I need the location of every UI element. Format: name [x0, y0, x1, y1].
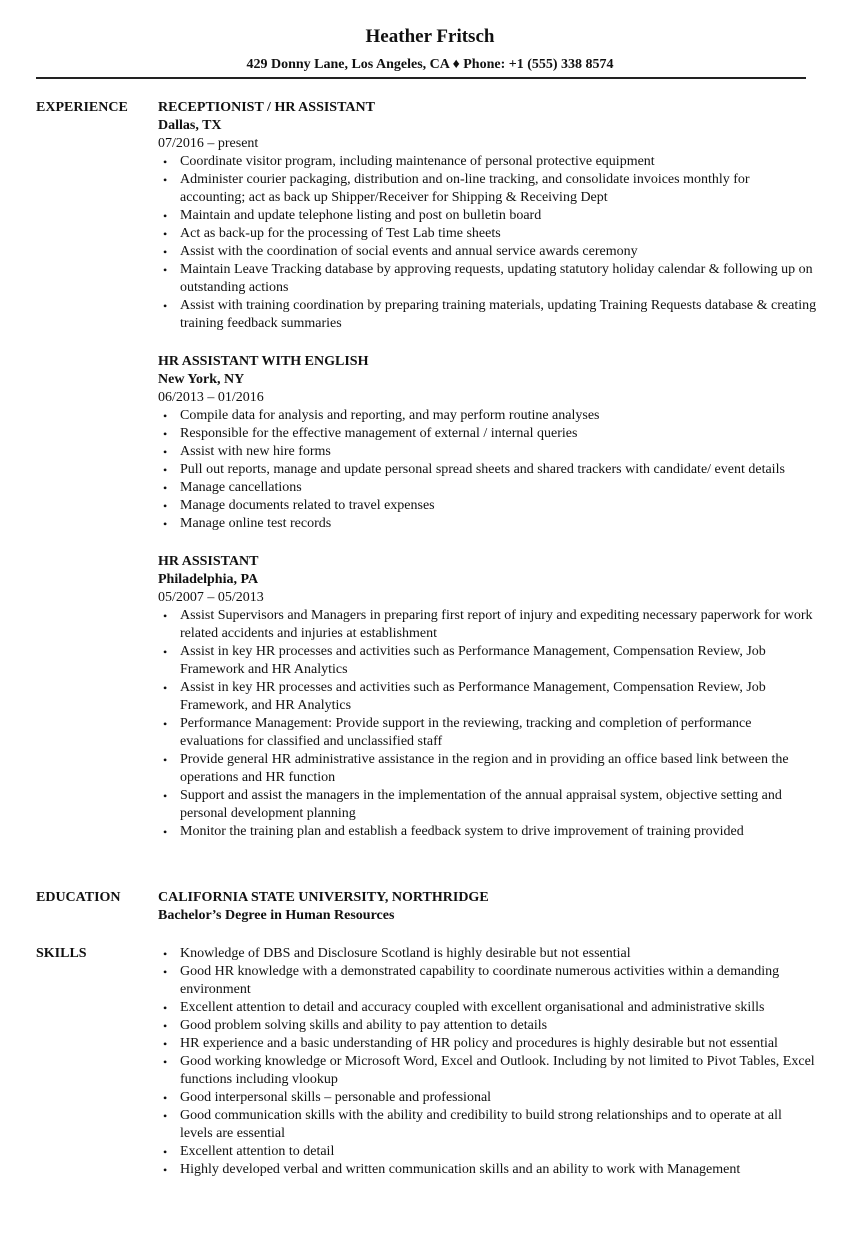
- bullet-icon: •: [163, 1019, 168, 1033]
- bullet-text: Assist in key HR processes and activities such as Performance Management, Compensation Review, Job Framework and HR Analytics: [180, 644, 766, 677]
- skill-text: Excellent attention to detail: [180, 1144, 335, 1159]
- bullet-item: [158, 261, 818, 297]
- skill-text: Good working knowledge or Microsoft Word, Excel and Outlook. Including by not limited to Pivot Tables, Excel functions including vlookup: [180, 1054, 815, 1087]
- bullet-text: Coordinate visitor program, including maintenance of personal protective equipment: [180, 154, 655, 169]
- bullet-item: [158, 479, 818, 497]
- job-location: New York, NY: [158, 372, 245, 387]
- bullet-icon: •: [163, 409, 168, 423]
- section-label-skills: SKILLS: [36, 946, 87, 961]
- bullet-item: [158, 407, 818, 425]
- skill-text: HR experience and a basic understanding of HR policy and procedures is highly desirable but not essential: [180, 1036, 778, 1051]
- bullet-item: [158, 171, 818, 207]
- bullet-text: Maintain Leave Tracking database by approving requests, updating statutory holiday calendar & following up on outstanding actions: [180, 262, 813, 295]
- bullet-icon: •: [163, 717, 168, 731]
- bullet-icon: •: [163, 463, 168, 477]
- bullet-item: [158, 643, 818, 679]
- bullet-icon: •: [163, 965, 168, 979]
- job-location: Dallas, TX: [158, 118, 222, 133]
- skill-text: Good interpersonal skills – personable and professional: [180, 1090, 492, 1105]
- bullet-text: Monitor the training plan and establish a feedback system to drive improvement of training provided: [180, 824, 744, 839]
- job-dates: 06/2013 – 01/2016: [158, 390, 264, 405]
- skills-list: [158, 945, 818, 1179]
- skill-text: Good problem solving skills and ability to pay attention to details: [180, 1018, 548, 1033]
- bullet-icon: •: [163, 1091, 168, 1105]
- bullet-icon: •: [163, 1109, 168, 1123]
- bullet-text: Assist with new hire forms: [180, 444, 331, 459]
- bullet-icon: •: [163, 299, 168, 313]
- job-bullets: [158, 407, 818, 533]
- bullet-item: [158, 425, 818, 443]
- bullet-text: Responsible for the effective management of external / internal queries: [180, 426, 578, 441]
- bullet-item: [158, 515, 818, 533]
- skill-item: [158, 1035, 818, 1053]
- bullet-icon: •: [163, 1145, 168, 1159]
- bullet-item: [158, 715, 818, 751]
- bullet-icon: •: [163, 245, 168, 259]
- education-school: CALIFORNIA STATE UNIVERSITY, NORTHRIDGE: [158, 890, 489, 905]
- bullet-item: [158, 297, 818, 333]
- bullet-icon: •: [163, 753, 168, 767]
- bullet-icon: •: [163, 789, 168, 803]
- bullet-icon: •: [163, 681, 168, 695]
- skill-text: Good communication skills with the ability and credibility to build strong relationships and to operate at all levels are essential: [180, 1108, 782, 1141]
- skill-text: Good HR knowledge with a demonstrated capability to coordinate numerous activities within a demanding environment: [180, 964, 780, 997]
- bullet-item: [158, 153, 818, 171]
- skill-item: [158, 945, 818, 963]
- skill-item: [158, 1053, 818, 1089]
- bullet-item: [158, 225, 818, 243]
- bullet-icon: •: [163, 947, 168, 961]
- bullet-item: [158, 607, 818, 643]
- bullet-icon: •: [163, 427, 168, 441]
- bullet-icon: •: [163, 1163, 168, 1177]
- skills-bullets: [158, 945, 818, 1179]
- resume-header: [0, 0, 860, 74]
- job-entry: [158, 353, 818, 533]
- skill-item: [158, 1089, 818, 1107]
- bullet-icon: •: [163, 825, 168, 839]
- bullet-item: [158, 751, 818, 787]
- bullet-item: [158, 243, 818, 261]
- bullet-item: [158, 443, 818, 461]
- skill-item: [158, 1143, 818, 1161]
- job-entry: [158, 553, 818, 841]
- skill-item: [158, 1107, 818, 1143]
- bullet-icon: •: [163, 263, 168, 277]
- job-title: HR ASSISTANT WITH ENGLISH: [158, 354, 369, 369]
- bullet-icon: •: [163, 445, 168, 459]
- bullet-item: [158, 679, 818, 715]
- education-entry: [158, 889, 818, 925]
- bullet-text: Act as back-up for the processing of Test Lab time sheets: [180, 226, 501, 241]
- bullet-icon: •: [163, 481, 168, 495]
- bullet-text: Assist with the coordination of social events and annual service awards ceremony: [180, 244, 638, 259]
- job-bullets: [158, 607, 818, 841]
- job-dates: 07/2016 – present: [158, 136, 259, 151]
- section-label-education: EDUCATION: [36, 890, 121, 905]
- skill-text: Knowledge of DBS and Disclosure Scotland is highly desirable but not essential: [180, 946, 631, 961]
- bullet-icon: •: [163, 517, 168, 531]
- bullet-text: Assist with training coordination by preparing training materials, updating Training Requests database & creating training feedback summaries: [180, 298, 817, 331]
- education-degree: Bachelor’s Degree in Human Resources: [158, 908, 395, 923]
- section-label-experience: EXPERIENCE: [36, 100, 128, 115]
- job-title: RECEPTIONIST / HR ASSISTANT: [158, 100, 375, 115]
- bullet-text: Compile data for analysis and reporting, and may perform routine analyses: [180, 408, 600, 423]
- bullet-text: Pull out reports, manage and update personal spread sheets and shared trackers with candidate/ event details: [180, 462, 785, 477]
- skill-text: Highly developed verbal and written communication skills and an ability to work with Management: [180, 1162, 741, 1177]
- bullet-text: Assist Supervisors and Managers in preparing first report of injury and expediting necessary paperwork for work related accidents and injuries at establishment: [180, 608, 813, 641]
- job-title: HR ASSISTANT: [158, 554, 259, 569]
- bullet-item: [158, 823, 818, 841]
- bullet-icon: •: [163, 1001, 168, 1015]
- skill-item: [158, 1017, 818, 1035]
- bullet-item: [158, 461, 818, 479]
- bullet-text: Manage online test records: [180, 516, 332, 531]
- skill-item: [158, 999, 818, 1017]
- bullet-icon: •: [163, 209, 168, 223]
- bullet-item: [158, 497, 818, 515]
- skill-item: [158, 963, 818, 999]
- bullet-icon: •: [163, 1037, 168, 1051]
- bullet-icon: •: [163, 1055, 168, 1069]
- bullet-icon: •: [163, 499, 168, 513]
- bullet-text: Performance Management: Provide support in the reviewing, tracking and completion of performance evaluations for classified and unclassified staff: [180, 716, 752, 749]
- bullet-text: Manage documents related to travel expenses: [180, 498, 435, 513]
- bullet-text: Assist in key HR processes and activities such as Performance Management, Compensation Review, Job Framework, and HR Analytics: [180, 680, 766, 713]
- bullet-text: Support and assist the managers in the implementation of the annual appraisal system, objective setting and personal development planning: [180, 788, 782, 821]
- contact-line: 429 Donny Lane, Los Angeles, CA ♦ Phone: +1 (555) 338 8574: [246, 57, 614, 72]
- skill-text: Excellent attention to detail and accuracy coupled with excellent organisational and administrative skills: [180, 1000, 765, 1015]
- experience-list: [158, 99, 818, 855]
- job-bullets: [158, 153, 818, 333]
- bullet-icon: •: [163, 155, 168, 169]
- bullet-icon: •: [163, 173, 168, 187]
- bullet-item: [158, 787, 818, 823]
- job-dates: 05/2007 – 05/2013: [158, 590, 264, 605]
- bullet-text: Manage cancellations: [180, 480, 302, 495]
- bullet-text: Administer courier packaging, distribution and on-line tracking, and consolidate invoices monthly for accounting; act as back up Shipper/Receiver for Shipping & Receiving Dept: [180, 172, 750, 205]
- bullet-icon: •: [163, 609, 168, 623]
- bullet-icon: •: [163, 645, 168, 659]
- bullet-icon: •: [163, 227, 168, 241]
- skill-item: [158, 1161, 818, 1179]
- job-entry: [158, 99, 818, 333]
- bullet-item: [158, 207, 818, 225]
- bullet-text: Provide general HR administrative assistance in the region and in providing an office based link between the operations and HR function: [180, 752, 789, 785]
- candidate-name: Heather Fritsch: [365, 26, 495, 47]
- bullet-text: Maintain and update telephone listing and post on bulletin board: [180, 208, 542, 223]
- header-divider: [36, 77, 806, 79]
- job-location: Philadelphia, PA: [158, 572, 259, 587]
